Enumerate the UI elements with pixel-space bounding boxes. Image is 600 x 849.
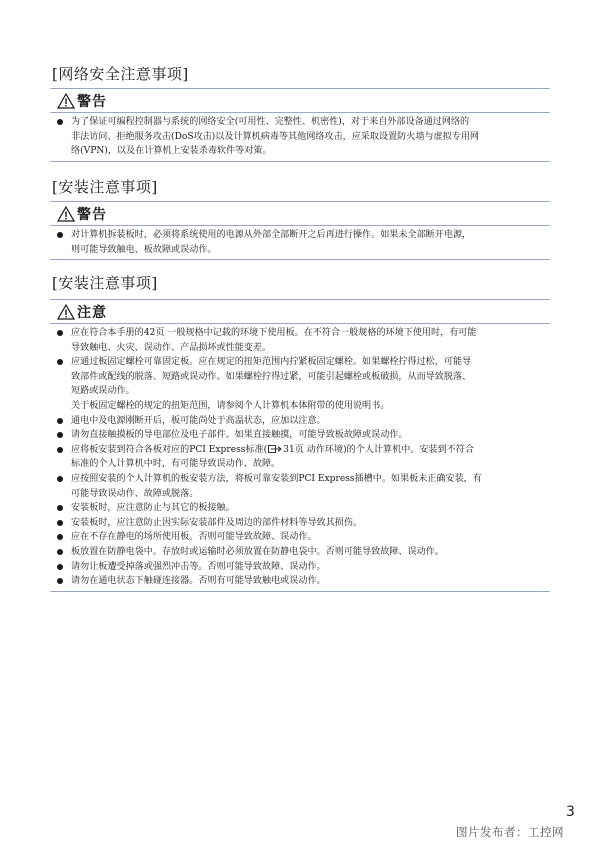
section-title-network-security: [网络安全注意事项] xyxy=(52,65,189,83)
page-number: 3 xyxy=(566,804,575,820)
item-line: 请勿在通电状态下触碰连接器。否则有可能导致触电或误动作。 xyxy=(71,576,326,587)
list-item xyxy=(50,228,550,257)
bullet-icon xyxy=(57,578,63,584)
caution-label: 注意 xyxy=(77,304,107,321)
list-item xyxy=(50,560,550,575)
section-title-installation: [安装注意事项] xyxy=(52,178,158,196)
list-item xyxy=(50,428,550,443)
list-item xyxy=(50,443,550,472)
item-line: 对计算机拆装板时，必须将系统使用的电源从外部全部断开之后再进行操作。如果未全部断开电源， xyxy=(71,230,472,240)
list-item xyxy=(50,326,550,355)
item-line: 安装板时，应注意防止与其它的板接触。 xyxy=(71,503,235,514)
item-line: 应按照安装的个人计算机的板安装方法，将板可靠安装到PCI Express插槽中。如果板未正确安装，有 xyxy=(71,473,482,484)
bullet-icon xyxy=(57,505,63,511)
list-item xyxy=(50,530,550,545)
item-line: 应在符合本手册的42页 一般规格中记载的环境下使用板。在不符合一般规格的环境下使用时，有可能 xyxy=(71,328,477,338)
item-text: 31页 动作环境)的个人计算机中。安装到不符合 xyxy=(283,444,474,455)
section-title-installation-caution: [安装注意事项] xyxy=(52,274,158,292)
bullet-icon xyxy=(57,564,63,570)
bullet-icon xyxy=(57,476,63,482)
item-line: 关于板固定螺栓的规定的扭矩范围，请参阅个人计算机本体附带的使用说明书。 xyxy=(71,400,390,411)
list-item xyxy=(50,115,550,159)
item-line: 通电中及电源刚断开后，板可能尚处于高温状态，应加以注意。 xyxy=(71,415,326,426)
item-line: 请勿让板遭受掉落或强烈冲击等。否则可能导致故障、误动作。 xyxy=(71,561,326,572)
item-line: 应在不存在静电的场所使用板。否则可能导致故障、误动作。 xyxy=(71,532,317,543)
item-line: 则可能导致触电、板故障或误动作。 xyxy=(71,244,217,255)
bullet-icon xyxy=(57,359,63,365)
item-line: 短路或误动作。 xyxy=(71,386,135,397)
bullet-icon xyxy=(57,549,63,555)
warning-triangle-icon xyxy=(57,206,75,222)
item-line: 非法访问、拒绝服务攻击(DoS攻击)以及计算机病毒等其他网络攻击，应采取设置防火墙与虚拟专用网 xyxy=(71,131,480,142)
warning-header xyxy=(50,89,550,113)
item-line: 络(VPN)，以及在计算机上安装杀毒软件等对策。 xyxy=(71,146,272,157)
caution-header xyxy=(50,300,550,324)
caution-box-installation xyxy=(50,299,550,592)
bullet-icon xyxy=(57,447,63,453)
item-line: 导致触电、火灾、误动作、产品损坏或性能变差。 xyxy=(71,342,272,353)
item-line: 请勿直接触摸板的导电部位及电子部件。如果直接触摸，可能导致板故障或误动作。 xyxy=(71,430,408,441)
list-item xyxy=(50,472,550,501)
bullet-icon xyxy=(57,330,63,336)
item-line: 为了保证可编程控制器与系统的网络安全(可用性、完整性、机密性)，对于来自外部设备通过网络的 xyxy=(71,117,470,127)
item-line: 标准的个人计算机中时，有可能导致误动作、故障。 xyxy=(71,459,281,470)
item-line: 致部件或配线的脱落、短路或误动作。如果螺栓拧得过紧，可能引起螺栓或板破损，从而导致脱落、 xyxy=(71,371,472,382)
item-line: 板放置在防静电袋中。存放时或运输时必须放置在防静电袋中。否则可能导致故障、误动作。 xyxy=(71,546,444,557)
watermark: 图片发布者：工控网 xyxy=(456,825,564,839)
bullet-icon xyxy=(57,432,63,438)
page-reference-icon xyxy=(268,445,282,453)
list-item xyxy=(50,545,550,560)
item-text: 应将板安装到符合各板对应的PCI Express标准( xyxy=(71,444,268,455)
item-line xyxy=(71,443,546,458)
list-item xyxy=(50,574,550,589)
warning-box-network-security xyxy=(50,88,550,162)
list-item xyxy=(50,414,550,429)
warning-label: 警告 xyxy=(77,93,107,110)
bullet-icon xyxy=(57,418,63,424)
bullet-icon xyxy=(57,534,63,540)
warning-box-installation xyxy=(50,201,550,260)
list-item xyxy=(50,501,550,516)
bullet-icon xyxy=(57,119,63,125)
warning-label: 警告 xyxy=(77,206,107,223)
caution-triangle-icon xyxy=(57,304,75,320)
item-line: 应通过板固定螺栓可靠固定板。应在规定的扭矩范围内拧紧板固定螺栓。如果螺栓拧得过松，可能导 xyxy=(71,357,472,368)
bullet-icon xyxy=(57,520,63,526)
warning-header xyxy=(50,202,550,226)
list-item xyxy=(50,355,550,413)
list-item xyxy=(50,516,550,531)
bullet-icon xyxy=(57,232,63,238)
item-line: 可能导致误动作、故障或脱落。 xyxy=(71,488,199,499)
item-line: 安装板时，应注意防止因实际安装部件及周边的部件材料等导致其损伤。 xyxy=(71,517,363,528)
warning-triangle-icon xyxy=(57,93,75,109)
